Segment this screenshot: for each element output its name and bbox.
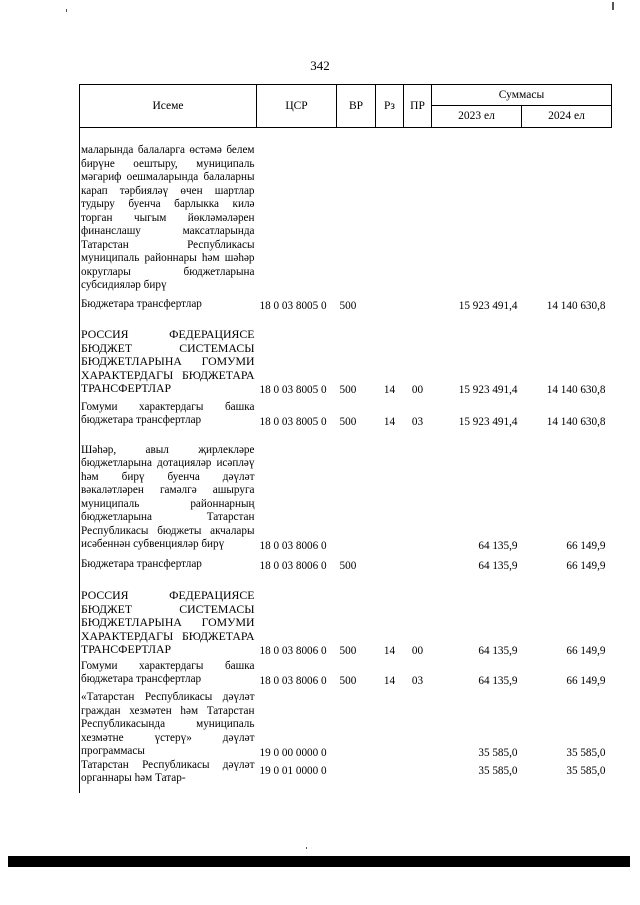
row-rz	[376, 552, 404, 572]
row-2024: 66 149,9	[566, 539, 606, 552]
row-2023: 64 135,9	[478, 559, 518, 572]
header-year-2023: 2023 ел	[432, 105, 522, 127]
header-csr: ЦСР	[257, 85, 337, 128]
row-vr: 500	[339, 383, 357, 396]
row-csr: 18 0 03 8005 0	[259, 415, 327, 428]
row-rz: 14	[383, 383, 396, 396]
row-csr: 18 0 03 8006 0	[259, 674, 327, 687]
row-csr: 18 0 03 8005 0	[259, 383, 327, 396]
table-row	[80, 687, 612, 759]
row-2023: 15 923 491,4	[458, 383, 518, 396]
row-pr: 03	[411, 674, 424, 687]
page-number: 342	[310, 58, 330, 73]
scan-speck	[306, 847, 307, 849]
budget-table	[79, 84, 612, 793]
header-name: Исеме	[80, 85, 257, 128]
table-row	[80, 759, 612, 793]
row-pr	[404, 687, 432, 759]
row-2024: 66 149,9	[566, 644, 606, 657]
row-rz: 14	[383, 674, 396, 687]
row-vr	[337, 428, 376, 552]
row-vr: 500	[339, 299, 357, 312]
row-csr: 18 0 03 8006 0	[259, 559, 327, 572]
row-rz: 14	[383, 644, 396, 657]
row-rz: 14	[383, 415, 396, 428]
row-vr: 500	[339, 644, 357, 657]
row-2024: 35 585,0	[566, 764, 606, 777]
row-csr: 19 0 00 0000 0	[259, 746, 327, 759]
row-pr	[404, 428, 432, 552]
row-pr	[404, 128, 432, 293]
header-vr: ВР	[337, 85, 376, 128]
row-2023: 15 923 491,4	[458, 299, 518, 312]
row-pr: 00	[411, 644, 424, 657]
table-row	[80, 552, 612, 572]
row-rz	[376, 128, 404, 293]
scan-edge-bar	[8, 856, 630, 867]
row-name: маларында балаларга өстәмә белем бирүне оештыру, муниципаль мәгариф оешмаларында балаларны карап тәрбияләү өчен шартлар тудыру буенча барлыкка килә торган чыгым йөкләмәләрен финанслашу максатларында Татарстан Республикасы муниципаль районнары һәм шәһәр округлары бюджетларына субсидияләр бирү	[80, 128, 257, 293]
header-rz: Рз	[376, 85, 404, 128]
row-vr: 500	[339, 674, 357, 687]
table-row	[80, 428, 612, 552]
table-row	[80, 396, 612, 428]
row-csr	[257, 128, 337, 293]
row-pr	[404, 552, 432, 572]
row-pr: 03	[411, 415, 424, 428]
row-rz	[376, 759, 404, 793]
row-name: РОССИЯ ФЕДЕРАЦИЯСЕ БЮДЖЕТ СИСТЕМАСЫ БЮДЖЕТЛАРЫНА ГОМУМИ ХАРАКТЕРДАГЫ БЮДЖЕТАРА ТРАНСФЕРТЛАР	[80, 312, 257, 396]
row-2023: 35 585,0	[478, 746, 518, 759]
row-vr	[337, 687, 376, 759]
row-2023: 64 135,9	[478, 539, 518, 552]
row-2024: 14 140 630,8	[546, 415, 606, 428]
row-name: «Татарстан Республикасы дәүләт граждан хезмәтен һәм Татарстан Республикасында муниципаль хезмәтне үстерү» дәүләт программасы	[80, 687, 257, 759]
row-pr	[404, 759, 432, 793]
table-row	[80, 293, 612, 312]
scan-speck	[66, 9, 67, 12]
row-csr: 18 0 03 8006 0	[259, 539, 327, 552]
row-rz	[376, 687, 404, 759]
row-2023: 64 135,9	[478, 674, 518, 687]
row-name: Бюджетара трансфертлар	[80, 552, 257, 572]
table-header	[80, 85, 612, 128]
row-name: РОССИЯ ФЕДЕРАЦИЯСЕ БЮДЖЕТ СИСТЕМАСЫ БЮДЖЕТЛАРЫНА ГОМУМИ ХАРАКТЕРДАГЫ БЮДЖЕТАРА ТРАНСФЕРТЛАР	[80, 572, 257, 657]
row-2024: 35 585,0	[566, 746, 606, 759]
row-2023: 15 923 491,4	[458, 415, 518, 428]
row-2023: 64 135,9	[478, 644, 518, 657]
row-2024: 14 140 630,8	[546, 299, 606, 312]
row-name: Шәһәр, авыл җирлекләре бюджетларына дотацияләр исәпләү һәм бирү буенча дәүләт вәкаләтләрен гамәлгә ашыруга муниципаль районнарның бюджетларына Татарстан Республикасы бюджеты акчалары исәбеннән субвенцияләр бирү	[80, 428, 257, 552]
row-vr: 500	[339, 415, 357, 428]
row-rz	[376, 293, 404, 312]
row-pr: 00	[411, 383, 424, 396]
table-row	[80, 572, 612, 657]
table-row	[80, 657, 612, 687]
row-2024: 66 149,9	[566, 674, 606, 687]
header-pr: ПР	[404, 85, 432, 128]
row-2023	[432, 128, 522, 293]
header-sums: Суммасы	[432, 85, 612, 106]
table-row	[80, 128, 612, 293]
row-2023: 35 585,0	[478, 764, 518, 777]
row-csr: 18 0 03 8006 0	[259, 644, 327, 657]
row-name: Татарстан Республикасы дәүләт органнары һәм Татар-	[80, 759, 257, 793]
row-name: Гомуми характердагы башка бюджетара трансфертлар	[80, 396, 257, 428]
table-row	[80, 312, 612, 396]
row-vr	[337, 128, 376, 293]
header-year-2024: 2024 ел	[522, 105, 612, 127]
row-2024: 14 140 630,8	[546, 383, 606, 396]
row-rz	[376, 428, 404, 552]
row-pr	[404, 293, 432, 312]
row-2024	[522, 128, 612, 293]
row-csr: 19 0 01 0000 0	[259, 764, 327, 777]
row-2024: 66 149,9	[566, 559, 606, 572]
row-vr: 500	[339, 559, 357, 572]
row-name: Гомуми характердагы башка бюджетара трансфертлар	[80, 657, 257, 687]
row-csr: 18 0 03 8005 0	[259, 299, 327, 312]
row-name: Бюджетара трансфертлар	[80, 293, 257, 312]
row-vr	[337, 759, 376, 793]
scan-speck	[612, 2, 614, 10]
